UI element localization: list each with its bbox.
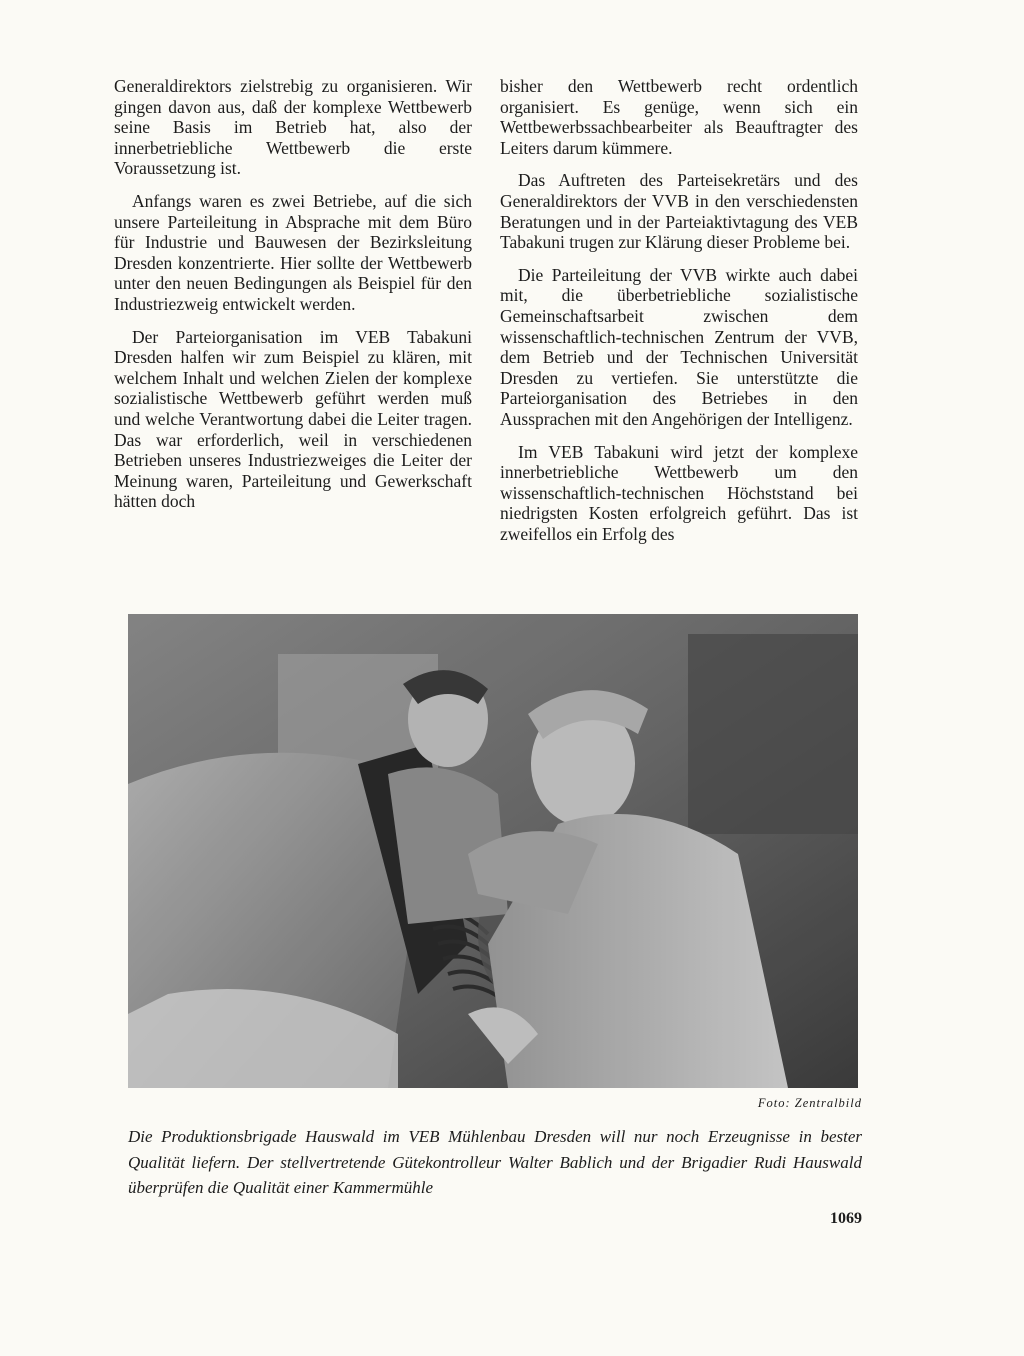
left-text-column [114,76,472,524]
paragraph: Die Parteileitung der VVB wirkte auch dabei mit, die überbetriebliche sozialistische Gemeinschaftsarbeit zwischen dem wissenschaftlich-technischen Zentrum der VVB, dem Betrieb und der Technischen Universität Dresden zu vertiefen. Sie unterstützte die Parteiorganisation des Betriebes in den Aussprachen mit den Angehörigen der Intelligenz. [500,264,858,429]
paragraph: Im VEB Tabakuni wird jetzt der komplexe innerbetriebliche Wettbewerb um den wissenschaftlich-technischen Höchststand bei niedrigsten Kosten erfolgreich geführt. Das ist zweifellos ein Erfolg des [500,441,858,544]
paragraph: Anfangs waren es zwei Betriebe, auf die sich unsere Parteileitung in Absprache mit dem Büro für Industrie und Bauwesen der Bezirksleitung Dresden konzentrierte. Hier sollte der Wettbewerb unter den neuen Bedingungen als Beispiel für den Industriezweig entwickelt werden. [114,190,472,314]
paragraph: Der Parteiorganisation im VEB Tabakuni Dresden halfen wir zum Beispiel zu klären, mit welchem Inhalt und welchen Zielen der komplexe sozialistische Wettbewerb geführt werden muß und welche Verantwortung dabei die Leiter tragen. Das war erforderlich, weil in verschiedenen Betrieben unseres Industriezweiges die Leiter der Meinung waren, Parteileitung und Gewerkschaft hätten doch [114,326,472,512]
paragraph: Das Auftreten des Parteisekretärs und des Generaldirektors der VVB in den verschiedensten Beratungen und in der Parteiaktivtagung des VEB Tabakuni trugen zur Klärung dieser Probleme bei. [500,170,858,253]
photo-credit: Foto: Zentralbild [757,1096,862,1110]
right-text-column [500,76,858,556]
photograph-workers-inspecting-mill [128,614,858,1088]
page-number: 1069 [830,1210,862,1227]
paragraph: Generaldirektors zielstrebig zu organisieren. Wir gingen davon aus, daß der komplexe Wettbewerb seine Basis im Betrieb hat, also der innerbetriebliche Wettbewerb die erste Voraussetzung ist. [114,76,472,179]
paragraph: bisher den Wettbewerb recht ordentlich organisiert. Es genüge, wenn sich ein Wettbewerbssachbearbeiter als Beauftragter des Leiters darum kümmere. [500,76,858,158]
photo-caption: Die Produktionsbrigade Hauswald im VEB Mühlenbau Dresden will nur noch Erzeugnisse in bester Qualität liefern. Der stellvertretende Gütekontrolleur Walter Bablich und der Brigadier Rudi Hauswald überprüfen die Qualität einer Kammermühle [128,1127,862,1197]
